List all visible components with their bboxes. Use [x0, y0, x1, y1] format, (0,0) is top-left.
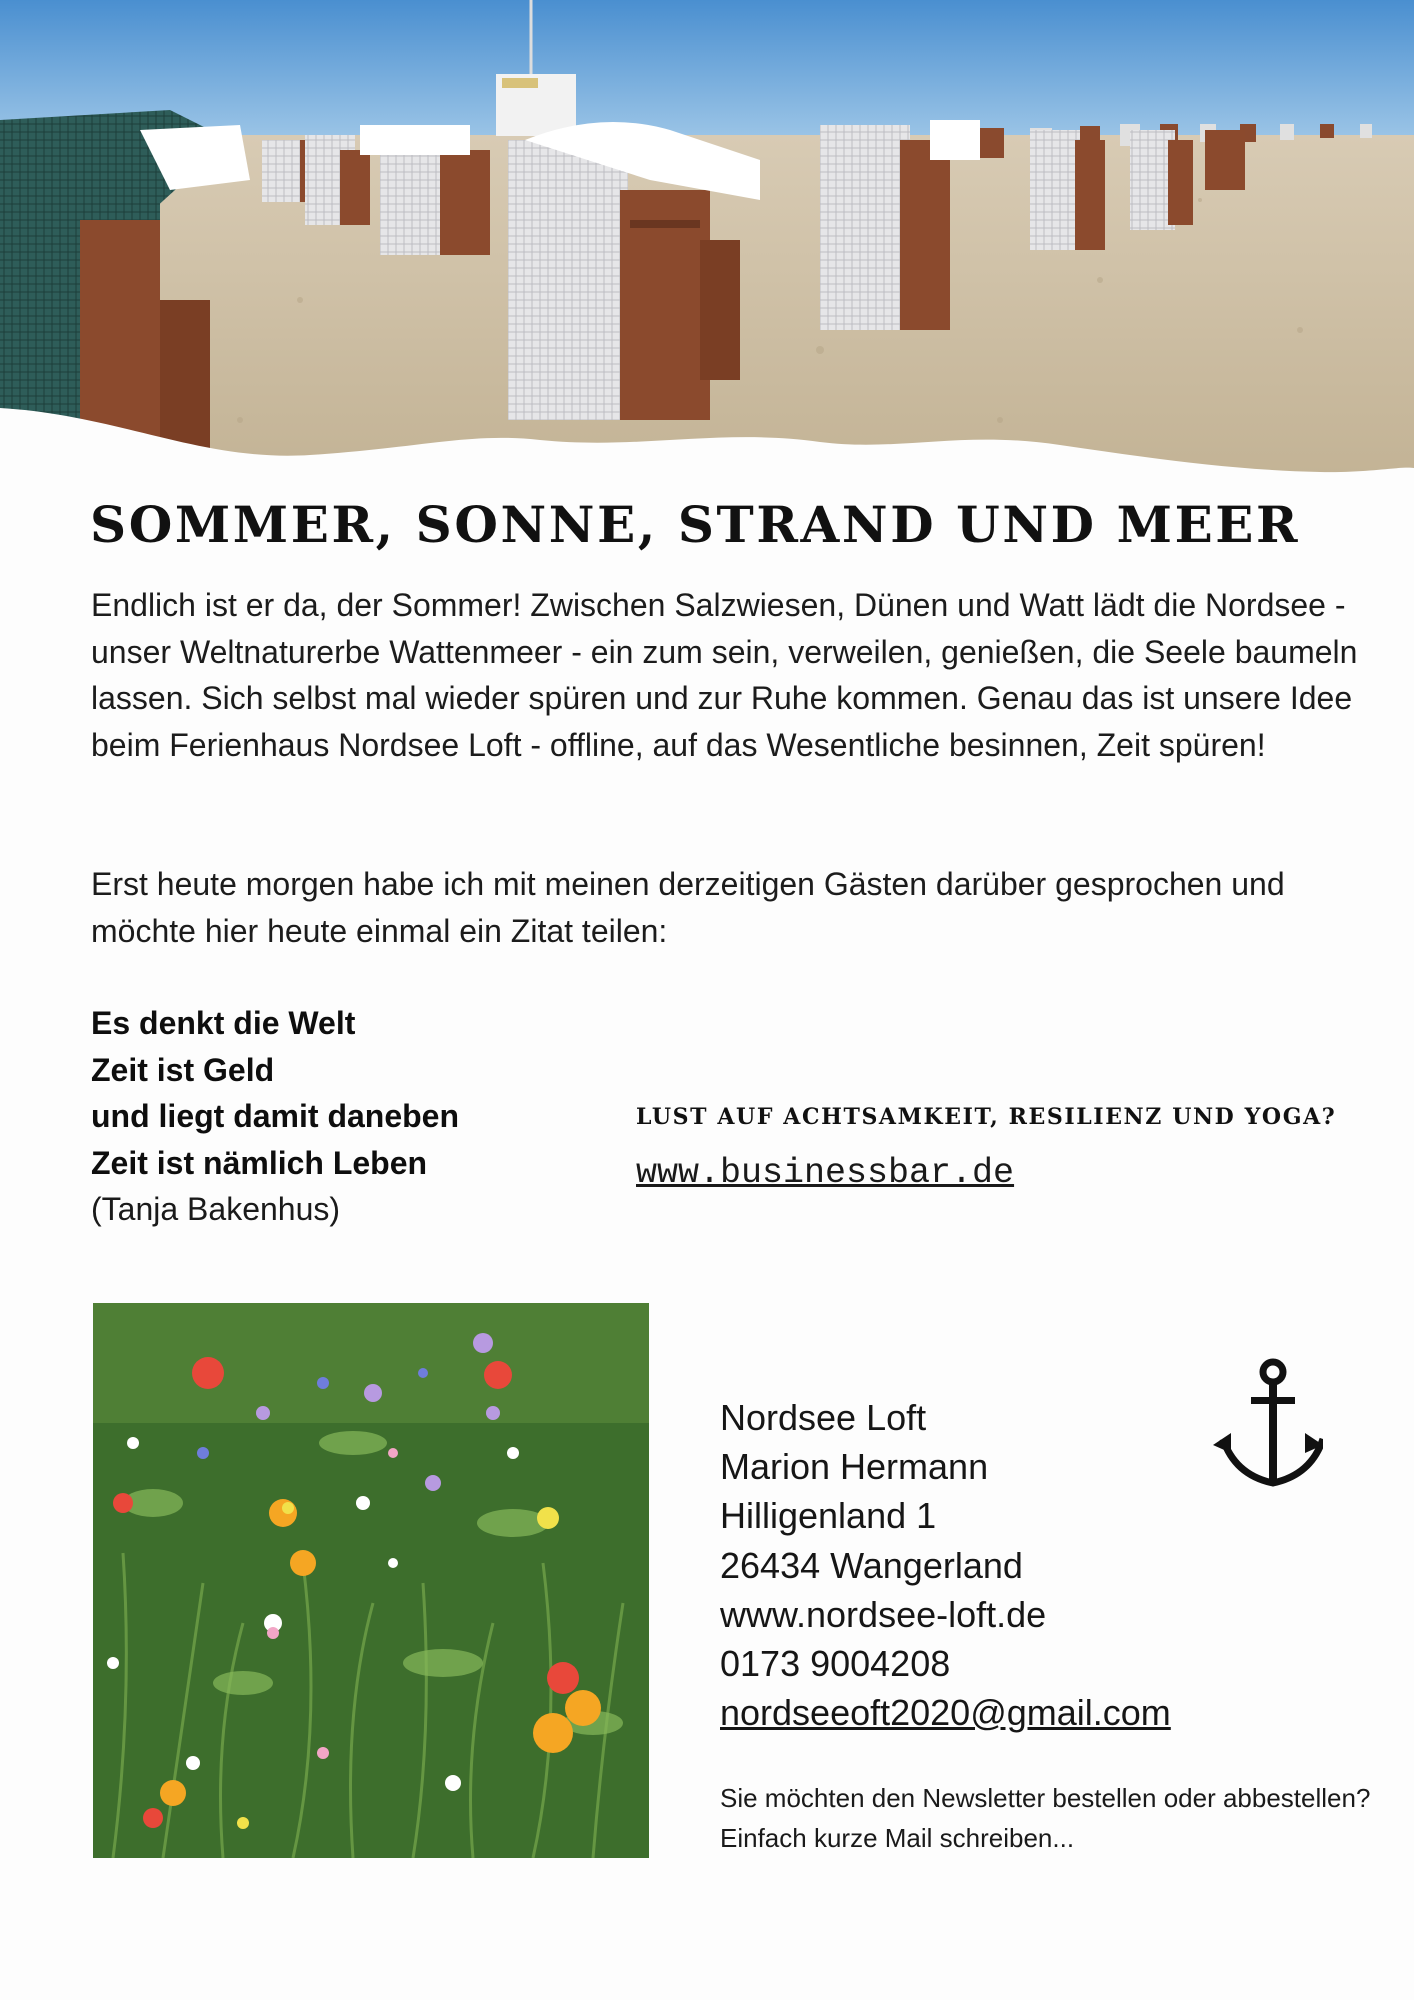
contact-person: Marion Hermann [720, 1446, 989, 1488]
promo-heading: LUST AUF ACHTSAMKEIT, RESILIENZ UND YOGA? [636, 1104, 1337, 1130]
contact-street: Hilligenland 1 [720, 1495, 937, 1537]
quote-author: (Tanja Bakenhus) [91, 1191, 341, 1227]
quote-line: und liegt damit daneben [91, 1098, 460, 1134]
contact-email-link[interactable]: nordseeoft2020@gmail.com [720, 1692, 1171, 1734]
quote-line: Zeit ist Geld [91, 1051, 275, 1088]
contact-city: 26434 Wangerland [720, 1544, 1023, 1586]
contact-website[interactable]: www.nordsee-loft.de [720, 1593, 1047, 1635]
headline: SOMMER, SONNE, STRAND UND MEER [90, 495, 1301, 554]
intro-paragraph: Endlich ist er da, der Sommer! Zwischen Salzwiesen, Dünen und Watt lädt die Nordsee - unser Weltnaturerbe Wattenmeer - ein zum sein, verweilen, genießen, die Seele baumeln lassen. Sich selbst mal wieder spüren und zur Ruhe kommen. Genau das ist unsere Idee beim Ferienhaus Nordsee Loft - offline, auf das Wesentliche besinnen, Zeit spüren! [91, 587, 1358, 763]
talk-paragraph: Erst heute morgen habe ich mit meinen derzeitigen Gästen darüber gesprochen und möchte hier heute einmal ein Zitat teilen: [91, 866, 1285, 949]
newsletter-note: Sie möchten den Newsletter bestellen oder abbestellen? Einfach kurze Mail schreiben... [720, 1783, 1371, 1853]
quote-block [91, 1000, 459, 1233]
businessbar-link[interactable]: www.businessbar.de [636, 1153, 1015, 1193]
contact-block [720, 1393, 1171, 1737]
anchor-icon [1213, 1357, 1323, 1492]
wildflower-photo [93, 1303, 649, 1858]
quote-line: Es denkt die Welt [91, 1005, 356, 1041]
quote-line: Zeit ist nämlich Leben [91, 1144, 428, 1181]
contact-phone: 0173 9004208 [720, 1643, 951, 1685]
hero-beach-photo [0, 0, 1414, 490]
contact-name: Nordsee Loft [720, 1397, 927, 1438]
